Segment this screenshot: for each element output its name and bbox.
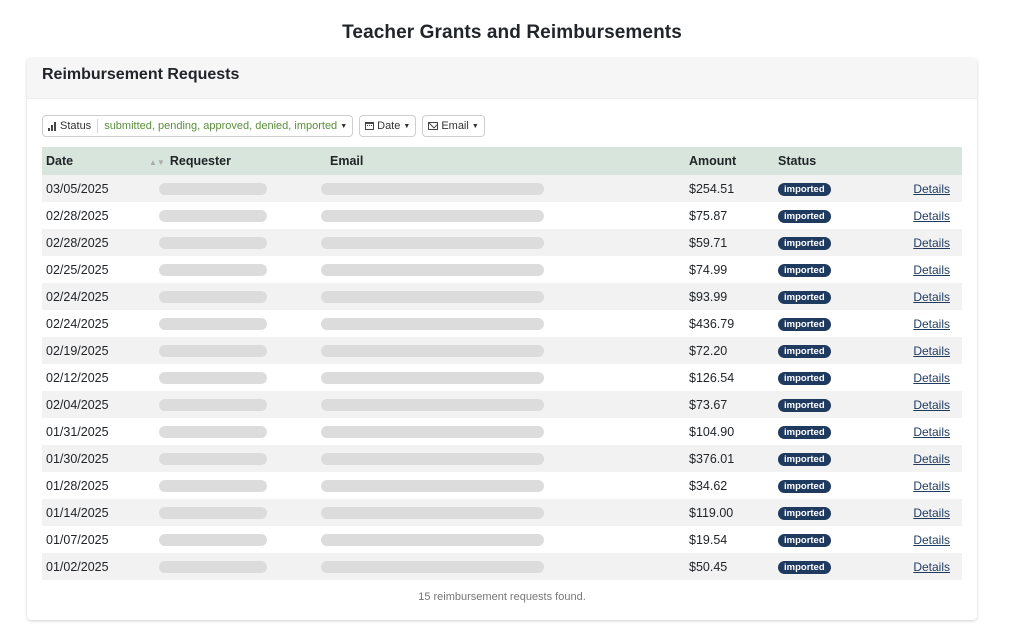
cell-amount: $74.99 (685, 256, 774, 283)
details-link[interactable]: Details (913, 451, 950, 466)
cell-status (774, 499, 889, 526)
status-badge: imported (778, 561, 831, 574)
sort-icon: ▲▼ (149, 158, 165, 167)
cell-email-redacted (326, 445, 685, 472)
status-badge: imported (778, 453, 831, 466)
redacted-requester (159, 264, 267, 276)
cell-status (774, 337, 889, 364)
filter-bar (42, 114, 485, 138)
status-badge: imported (778, 264, 831, 277)
cell-email-redacted (326, 391, 685, 418)
status-badge: imported (778, 534, 831, 547)
cell-email-redacted (326, 175, 685, 202)
cell-requester-redacted (145, 391, 326, 418)
cell-email-redacted (326, 364, 685, 391)
cell-requester-redacted (145, 526, 326, 553)
cell-action (889, 310, 962, 337)
cell-amount: $34.62 (685, 472, 774, 499)
cell-action (889, 202, 962, 229)
calendar-icon (365, 122, 374, 130)
cell-status (774, 472, 889, 499)
table-row (42, 499, 962, 526)
cell-requester-redacted (145, 364, 326, 391)
details-link[interactable]: Details (913, 262, 950, 277)
table-row (42, 256, 962, 283)
cell-amount: $254.51 (685, 175, 774, 202)
column-header-requester-label: Requester (169, 154, 231, 168)
redacted-email (321, 264, 544, 276)
cell-email-redacted (326, 202, 685, 229)
date-filter-label: Date (377, 120, 401, 132)
cell-status (774, 283, 889, 310)
table-row (42, 310, 962, 337)
cell-requester-redacted (145, 283, 326, 310)
redacted-requester (159, 291, 267, 303)
details-link[interactable]: Details (913, 559, 950, 574)
details-link[interactable]: Details (913, 289, 950, 304)
redacted-email (321, 318, 544, 330)
status-badge: imported (778, 345, 831, 358)
details-link[interactable]: Details (913, 505, 950, 520)
column-header-requester[interactable] (145, 147, 326, 175)
redacted-email (321, 426, 544, 438)
cell-email-redacted (326, 472, 685, 499)
redacted-email (321, 345, 544, 357)
cell-action (889, 391, 962, 418)
table-row (42, 418, 962, 445)
cell-date: 01/28/2025 (42, 472, 145, 499)
filter-divider (97, 119, 98, 133)
redacted-requester (159, 480, 267, 492)
redacted-email (321, 453, 544, 465)
email-filter-label: Email (441, 120, 469, 132)
redacted-email (321, 183, 544, 195)
table-row (42, 526, 962, 553)
cell-amount: $104.90 (685, 418, 774, 445)
cell-amount: $119.00 (685, 499, 774, 526)
cell-action (889, 364, 962, 391)
cell-requester-redacted (145, 310, 326, 337)
redacted-requester (159, 318, 267, 330)
cell-action (889, 229, 962, 256)
cell-action (889, 256, 962, 283)
status-badge: imported (778, 480, 831, 493)
cell-requester-redacted (145, 553, 326, 580)
cell-email-redacted (326, 337, 685, 364)
redacted-requester (159, 345, 267, 357)
status-filter-label: Status (60, 120, 92, 132)
cell-email-redacted (326, 310, 685, 337)
cell-action (889, 499, 962, 526)
details-link[interactable]: Details (913, 343, 950, 358)
card-title: Reimbursement Requests (27, 58, 977, 99)
cell-amount: $72.20 (685, 337, 774, 364)
column-header-date[interactable]: Date (42, 147, 145, 175)
cell-status (774, 526, 889, 553)
table-row (42, 391, 962, 418)
cell-date: 02/28/2025 (42, 202, 145, 229)
cell-requester-redacted (145, 229, 326, 256)
cell-requester-redacted (145, 202, 326, 229)
cell-requester-redacted (145, 256, 326, 283)
table-row (42, 202, 962, 229)
table-row (42, 472, 962, 499)
cell-action (889, 526, 962, 553)
cell-email-redacted (326, 499, 685, 526)
table-row (42, 337, 962, 364)
chevron-down-icon: ▼ (403, 122, 411, 130)
table-row (42, 175, 962, 202)
status-badge: imported (778, 210, 831, 223)
requests-table (42, 147, 962, 580)
details-link[interactable]: Details (913, 235, 950, 250)
cell-email-redacted (326, 526, 685, 553)
cell-action (889, 472, 962, 499)
status-badge: imported (778, 318, 831, 331)
details-link[interactable]: Details (913, 397, 950, 412)
cell-status (774, 445, 889, 472)
chevron-down-icon: ▼ (471, 122, 479, 130)
status-badge: imported (778, 399, 831, 412)
reimbursement-card (27, 58, 977, 620)
status-filter-value: submitted, pending, approved, denied, imported (104, 120, 338, 132)
page-title: Teacher Grants and Reimbursements (342, 22, 682, 43)
details-link[interactable]: Details (913, 424, 950, 439)
details-link[interactable]: Details (913, 370, 950, 385)
redacted-requester (159, 372, 267, 384)
cell-requester-redacted (145, 499, 326, 526)
cell-requester-redacted (145, 445, 326, 472)
cell-date: 02/04/2025 (42, 391, 145, 418)
cell-requester-redacted (145, 472, 326, 499)
cell-status (774, 175, 889, 202)
cell-amount: $436.79 (685, 310, 774, 337)
redacted-requester (159, 561, 267, 573)
column-header-status[interactable]: Status (774, 147, 889, 175)
details-link[interactable]: Details (913, 532, 950, 547)
cell-email-redacted (326, 283, 685, 310)
details-link[interactable]: Details (913, 208, 950, 223)
column-header-actions (889, 147, 962, 175)
status-badge: imported (778, 426, 831, 439)
redacted-email (321, 399, 544, 411)
cell-email-redacted (326, 229, 685, 256)
redacted-requester (159, 534, 267, 546)
cell-action (889, 337, 962, 364)
table-row (42, 283, 962, 310)
details-link[interactable]: Details (913, 478, 950, 493)
cell-date: 02/12/2025 (42, 364, 145, 391)
date-filter[interactable] (359, 115, 416, 137)
cell-date: 02/28/2025 (42, 229, 145, 256)
cell-date: 01/31/2025 (42, 418, 145, 445)
cell-status (774, 391, 889, 418)
bar-chart-icon (48, 122, 56, 131)
cell-action (889, 418, 962, 445)
cell-status (774, 553, 889, 580)
redacted-requester (159, 426, 267, 438)
table-header-row (42, 147, 962, 175)
cell-requester-redacted (145, 175, 326, 202)
status-badge: imported (778, 291, 831, 304)
cell-requester-redacted (145, 337, 326, 364)
status-badge: imported (778, 372, 831, 385)
redacted-email (321, 210, 544, 222)
cell-status (774, 229, 889, 256)
cell-date: 01/30/2025 (42, 445, 145, 472)
cell-date: 02/24/2025 (42, 283, 145, 310)
cell-status (774, 364, 889, 391)
status-badge: imported (778, 183, 831, 196)
redacted-requester (159, 183, 267, 195)
cell-email-redacted (326, 553, 685, 580)
cell-amount: $19.54 (685, 526, 774, 553)
redacted-email (321, 372, 544, 384)
cell-date: 01/14/2025 (42, 499, 145, 526)
redacted-email (321, 561, 544, 573)
cell-email-redacted (326, 418, 685, 445)
envelope-icon (428, 122, 438, 130)
cell-action (889, 175, 962, 202)
cell-status (774, 310, 889, 337)
status-filter[interactable] (42, 115, 353, 137)
table-row (42, 229, 962, 256)
cell-date: 01/02/2025 (42, 553, 145, 580)
cell-email-redacted (326, 256, 685, 283)
cell-status (774, 256, 889, 283)
details-link[interactable]: Details (913, 181, 950, 196)
cell-amount: $59.71 (685, 229, 774, 256)
table-row (42, 553, 962, 580)
table-row (42, 364, 962, 391)
details-link[interactable]: Details (913, 316, 950, 331)
redacted-requester (159, 453, 267, 465)
cell-status (774, 418, 889, 445)
redacted-requester (159, 237, 267, 249)
chevron-down-icon: ▼ (340, 122, 348, 130)
table-row (42, 445, 962, 472)
cell-amount: $126.54 (685, 364, 774, 391)
redacted-email (321, 480, 544, 492)
cell-action (889, 283, 962, 310)
cell-date: 03/05/2025 (42, 175, 145, 202)
cell-action (889, 445, 962, 472)
status-badge: imported (778, 237, 831, 250)
cell-requester-redacted (145, 418, 326, 445)
redacted-email (321, 291, 544, 303)
cell-date: 02/25/2025 (42, 256, 145, 283)
cell-amount: $50.45 (685, 553, 774, 580)
redacted-email (321, 507, 544, 519)
email-filter[interactable] (422, 115, 484, 137)
cell-amount: $73.67 (685, 391, 774, 418)
cell-date: 02/24/2025 (42, 310, 145, 337)
cell-date: 01/07/2025 (42, 526, 145, 553)
status-badge: imported (778, 507, 831, 520)
redacted-email (321, 237, 544, 249)
cell-amount: $93.99 (685, 283, 774, 310)
redacted-requester (159, 399, 267, 411)
cell-amount: $376.01 (685, 445, 774, 472)
redacted-requester (159, 210, 267, 222)
column-header-amount[interactable]: Amount (685, 147, 774, 175)
redacted-requester (159, 507, 267, 519)
cell-date: 02/19/2025 (42, 337, 145, 364)
cell-action (889, 553, 962, 580)
column-header-email[interactable]: Email (326, 147, 685, 175)
results-count: 15 reimbursement requests found. (418, 591, 586, 603)
cell-status (774, 202, 889, 229)
cell-amount: $75.87 (685, 202, 774, 229)
redacted-email (321, 534, 544, 546)
